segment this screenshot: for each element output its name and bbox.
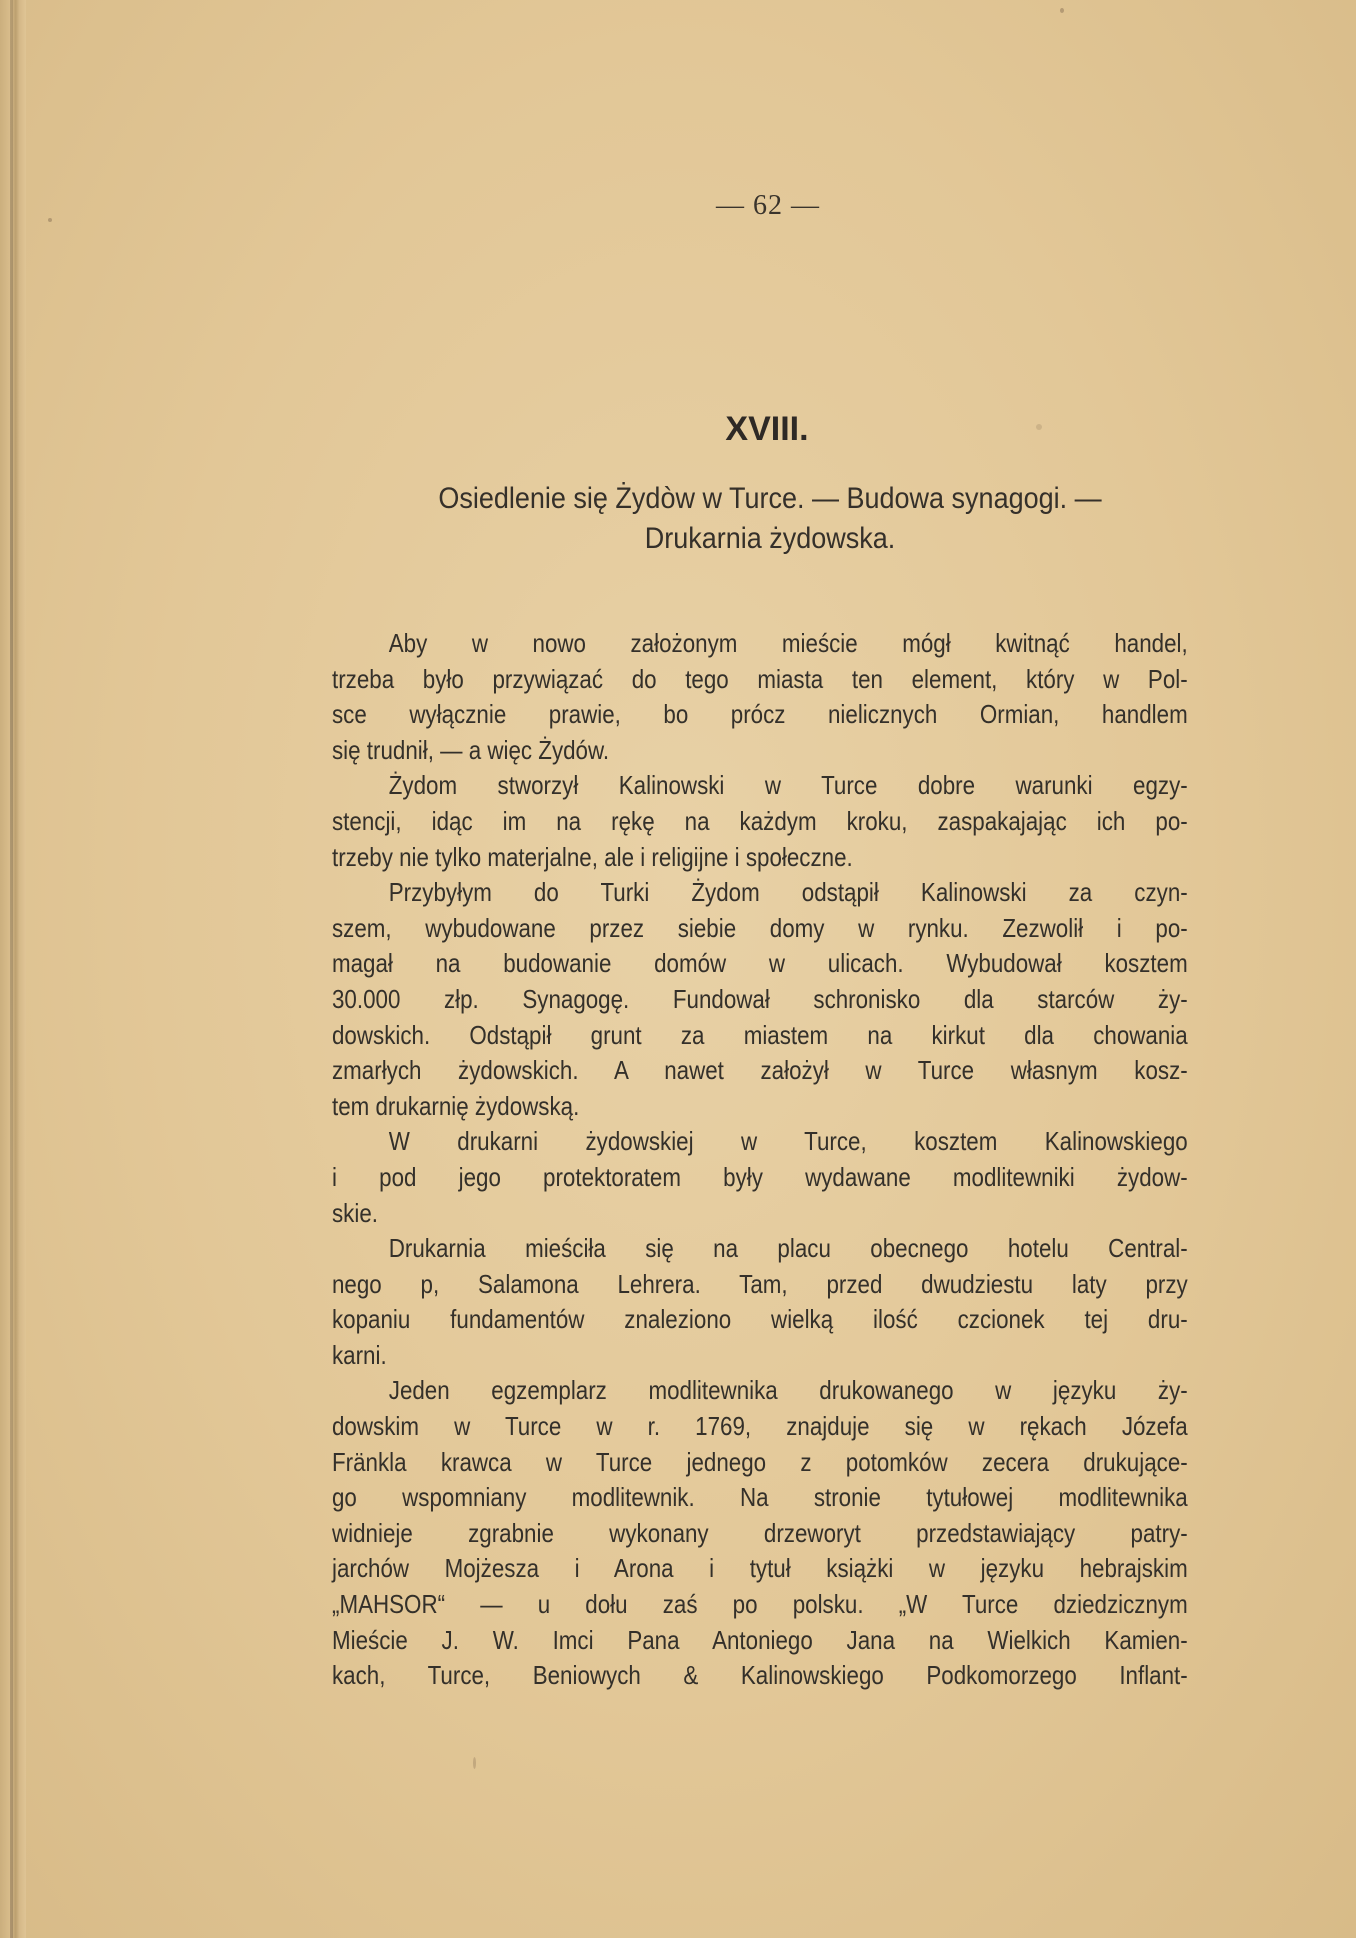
text-line: dowskich. Odstąpił grunt za miastem na kirkut dla chowania — [332, 1019, 1188, 1050]
chapter-number: XVIII. — [725, 410, 809, 448]
text-line: 30.000 złp. Synagogę. Fundował schronisko dla starców ży- — [332, 983, 1188, 1014]
text-line: kach, Turce, Beniowych & Kalinowskiego Podkomorzego Inflant- — [332, 1660, 1188, 1691]
text-line: Przybyłym do Turki Żydom odstąpił Kalinowski za czyn- — [388, 877, 1188, 908]
text-line: sce wyłącznie prawie, bo prócz nielicznych Ormian, handlem — [332, 699, 1188, 730]
text-line: widnieje zgrabnie wykonany drzeworyt przedstawiający patry- — [332, 1517, 1188, 1548]
text-line: Aby w nowo założonym mieście mógł kwitnąć handel, — [388, 628, 1188, 658]
text-line: jarchów Mojżesza i Arona i tytuł książki w języku hebrajskim — [332, 1553, 1188, 1584]
page-number: — 62 — — [716, 190, 820, 221]
binding-shadow — [10, 0, 13, 1938]
paper-speck — [1036, 424, 1042, 430]
page-spine-edge — [0, 0, 26, 1938]
text-line: zmarłych żydowskich. A nawet założył w Turce własnym kosz- — [332, 1055, 1188, 1086]
chapter-title-line: Osiedlenie się Żydòw w Turce. — Budowa synagogi. — — [438, 482, 1102, 515]
paper-speck — [48, 218, 52, 222]
body-text — [332, 626, 1188, 1694]
text-line: szem, wybudowane przez siebie domy w rynku. Zezwolił i po- — [332, 912, 1188, 943]
chapter-title-line: Drukarnia żydowska. — [644, 522, 896, 555]
text-line: Jeden egzemplarz modlitewnika drukowanego w języku ży- — [388, 1375, 1188, 1406]
text-line: Mieście J. W. Imci Pana Antoniego Jana na Wielkich Kamien- — [332, 1624, 1188, 1655]
text-line: dowskim w Turce w r. 1769, znajduje się w rękach Józefa — [332, 1411, 1188, 1442]
text-line: się trudnił, — a więc Żydów. — [332, 734, 610, 765]
text-line: „MAHSOR“ — u dołu zaś po polsku. „W Turce dziedzicznym — [332, 1589, 1188, 1620]
paper-speck — [473, 1757, 476, 1769]
text-line: magał na budowanie domów w ulicach. Wybudował kosztem — [332, 948, 1188, 979]
text-line: kopaniu fundamentów znaleziono wielką ilość czcionek tej dru- — [332, 1304, 1188, 1335]
text-line: stencji, idąc im na rękę na każdym kroku, zaspakajając ich po- — [332, 805, 1188, 836]
chapter-title — [374, 479, 1166, 559]
text-line: Żydom stworzył Kalinowski w Turce dobre warunki egzy- — [388, 770, 1188, 801]
text-line: Fränkla krawca w Turce jednego z potomków zecera drukujące- — [332, 1446, 1188, 1477]
text-line: go wspomniany modlitewnik. Na stronie tytułowej modlitewnika — [332, 1482, 1188, 1513]
text-line: Drukarnia mieściła się na placu obecnego hotelu Central- — [388, 1233, 1188, 1264]
text-line: i pod jego protektoratem były wydawane modlitewniki żydow- — [332, 1161, 1188, 1192]
text-line: skie. — [332, 1197, 378, 1228]
text-line: trzeba było przywiązać do tego miasta ten element, który w Pol- — [332, 663, 1188, 694]
paper-speck — [1060, 8, 1064, 13]
text-line: nego p, Salamona Lehrera. Tam, przed dwudziestu laty przy — [332, 1268, 1188, 1299]
text-line: karni. — [332, 1339, 387, 1370]
text-line: trzeby nie tylko materjalne, ale i religijne i społeczne. — [332, 841, 853, 872]
text-line: W drukarni żydowskiej w Turce, kosztem Kalinowskiego — [388, 1126, 1188, 1157]
text-line: tem drukarnię żydowską. — [332, 1090, 580, 1121]
